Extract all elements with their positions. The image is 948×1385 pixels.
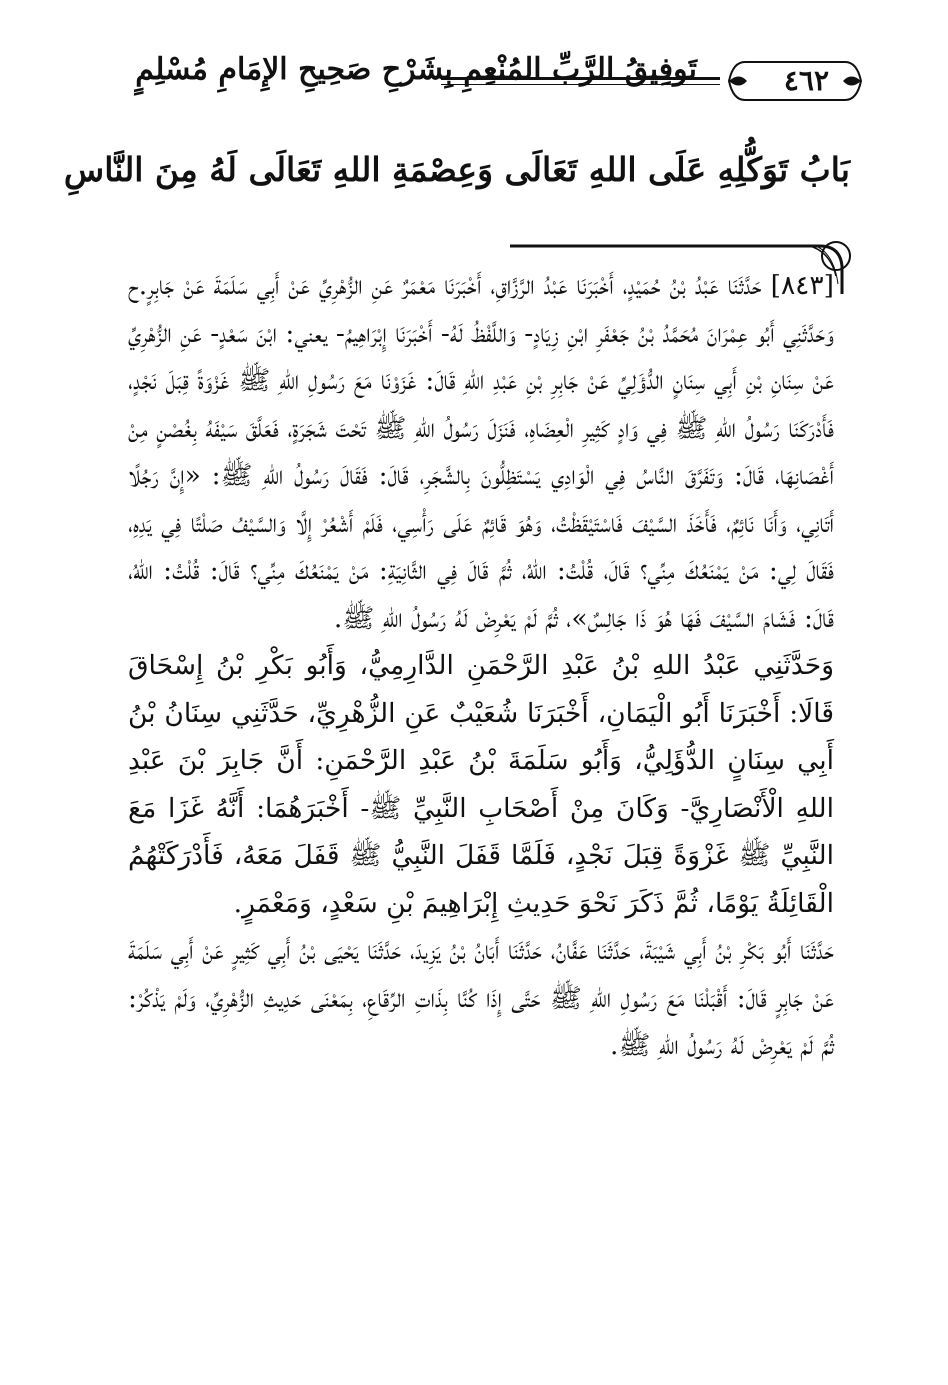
paragraph-2: وَحَدَّثَنِي عَبْدُ اللهِ بْنُ عَبْدِ الرَّحْمَنِ الدَّارِمِيُّ، وَأَبُو بَكْرِ بْنُ إِسْحَاقَ قَالَا: أَخْبَرَنَا أَبُو الْيَمَانِ، أَخْبَرَنَا شُعَيْبٌ عَنِ الزُّهْرِيِّ، حَدَّثَنِي سِنَانُ بْنُ أَبِي سِنَانٍ الدُّؤَلِيُّ، وَأَبُو سَلَمَةَ بْنُ عَبْدِ الرَّحْمَنِ: أَنَّ جَابِرَ بْنَ عَبْدِ اللهِ الْأَنْصَارِيَّ- وَكَانَ مِنْ أَصْحَابِ النَّبِيِّ ﷺ- أَخْبَرَهُمَا: أَنَّهُ غَزَا مَعَ النَّبِيِّ ﷺ غَزْوَةً قِبَلَ نَجْدٍ، فَلَمَّا قَفَلَ النَّبِيُّ ﷺ قَفَلَ مَعَهُ، فَأَدْرَكَتْهُمُ الْقَائِلَةُ يَوْمًا، ثُمَّ ذَكَرَ نَحْوَ حَدِيثِ إِبْرَاهِيمَ بْنِ سَعْدٍ، وَمَعْمَرٍ. <box>128 650 834 919</box>
page-header <box>95 50 865 110</box>
header-rule-thin <box>441 84 720 85</box>
hadith-text <box>128 262 834 1070</box>
chapter-title: بَابُ تَوَكُّلِهِ عَلَى اللهِ تَعَالَى وَعِصْمَةِ اللهِ تَعَالَى لَهُ مِنَ النَّاسِ <box>63 150 850 189</box>
page-number: ٤٦٢ <box>783 64 829 97</box>
paragraph-3: حَدَّثَنَا أَبُو بَكْرِ بْنُ أَبِي شَيْبَةَ، حَدَّثَنَا عَفَّانُ، حَدَّثَنَا أَبَانُ بْنُ يَزِيدَ، حَدَّثَنَا يَحْيَى بْنُ أَبِي كَثِيرٍ عَنْ أَبِي سَلَمَةَ عَنْ جَابِرٍ قَالَ: أَقْبَلْنَا مَعَ رَسُولِ اللهِ ﷺ حَتَّى إِذَا كُنَّا بِذَاتِ الرِّقَاعِ، بِمَعْنَى حَدِيثِ الزُّهْرِيِّ، وَلَمْ يَذْكُرْ: ثُمَّ لَمْ يَعْرِضْ لَهُ رَسُولُ اللهِ ﷺ. <box>128 935 834 1061</box>
header-rule <box>441 77 720 80</box>
paragraph-1: [٨٤٣] حَدَّثَنَا عَبْدُ بْنُ حُمَيْدٍ، أَخْبَرَنَا عَبْدُ الرَّزَّاقِ، أَخْبَرَنَا مَعْمَرٌ عَنِ الزُّهْرِيِّ عَنْ أَبِي سَلَمَةَ عَنْ جَابِرٍ.ح وَحَدَّثَنِي أَبُو عِمْرَانَ مُحَمَّدُ بْنُ جَعْفَرِ ابْنِ زِيَادٍ- وَاللَّفْظُ لَهُ- أَخْبَرَنَا إِبْرَاهِيمُ- يعني: ابْنَ سَعْدٍ- عَنِ الزُّهْرِيِّ عَنْ سِنَانِ بْنِ أَبِي سِنَانٍ الدُّؤَلِيِّ عَنْ جَابِرِ بْنِ عَبْدِ اللهِ قَالَ: غَزَوْنَا مَعَ رَسُولِ اللهِ ﷺ غَزْوَةً قِبَلَ نَجْدٍ، فَأَدْرَكَنَا رَسُولُ اللهِ ﷺ فِي وَادٍ كَثِيرِ الْعِضَاهِ، فَنَزَلَ رَسُولُ اللهِ ﷺ تَحْتَ شَجَرَةٍ، فَعَلَّقَ سَيْفَهُ بِغُصْنٍ مِنْ أَغْصَانِهَا، قَالَ: وَتَفَرَّقَ النَّاسُ فِي الْوَادِي يَسْتَظِلُّونَ بِالشَّجَرِ، قَالَ: فَقَالَ رَسُولُ اللهِ ﷺ: «إِنَّ رَجُلًا أَتَانِي، وَأَنَا نَائِمٌ، فَأَخَذَ السَّيْفَ فَاسْتَيْقَظْتُ، وَهُوَ قَائِمٌ عَلَى رَأْسِي، فَلَمْ أَشْعُرْ إِلَّا وَالسَّيْفُ صَلْتًا فِي يَدِهِ، فَقَالَ لِي: مَنْ يَمْنَعُكَ مِنِّي؟ قَالَ، قُلْتُ: اللهُ، ثُمَّ قَالَ فِي الثَّانِيَةِ: مَنْ يَمْنَعُكَ مِنِّي؟ قَالَ: قُلْتُ: اللهُ، قَالَ: فَشَامَ السَّيْفَ فَهَا هُوَ ذَا جَالِسٌ»، ثُمَّ لَمْ يَعْرِضْ لَهُ رَسُولُ اللهِ ﷺ. <box>128 270 834 634</box>
book-title: تَوفِيقُ الرَّبِّ المُنْعِمِ بِشَرْحِ صَحِيحِ الإِمَامِ مُسْلِمٍ <box>135 52 697 87</box>
page-number-ornament <box>725 58 865 104</box>
